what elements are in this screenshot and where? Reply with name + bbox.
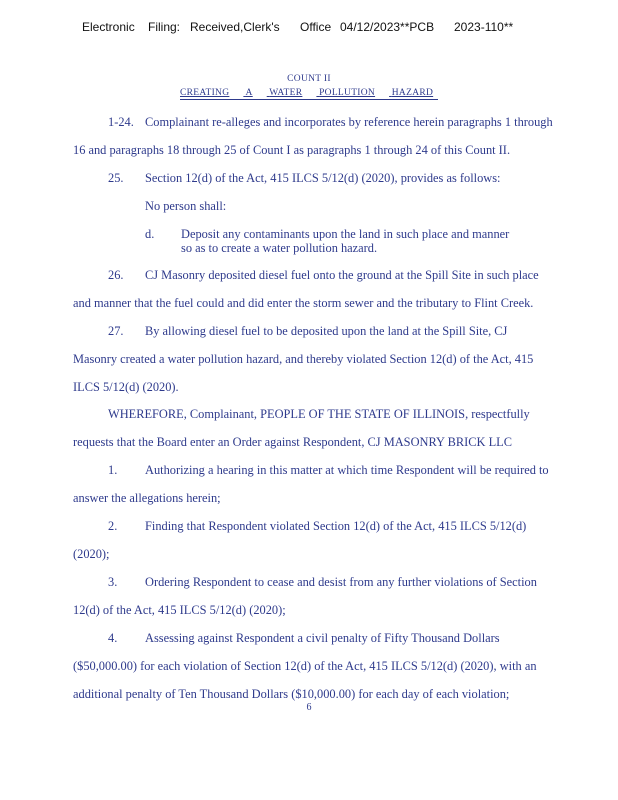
- header-electronic: Electronic: [82, 20, 135, 34]
- body-line: By allowing diesel fuel to be deposited upon the land at the Spill Site, CJ: [145, 324, 508, 338]
- quoted-line: so as to create a water pollution hazard.: [181, 241, 378, 255]
- header-received: Received,Clerk's: [190, 20, 280, 34]
- title-word: WATER: [269, 88, 303, 98]
- item-number: 3.: [108, 575, 118, 589]
- body-line: answer the allegations herein;: [73, 491, 221, 505]
- header-case: 2023-110**: [454, 20, 514, 34]
- body-line: WHEREFORE, Complainant, PEOPLE OF THE STATE OF ILLINOIS, respectfully: [108, 407, 530, 421]
- body-line: Assessing against Respondent a civil penalty of Fifty Thousand Dollars: [145, 631, 500, 645]
- paragraph-number: 27.: [108, 324, 124, 338]
- page-number: 6: [306, 702, 312, 713]
- body-line: requests that the Board enter an Order against Respondent, CJ MASONRY BRICK LLC: [73, 435, 513, 449]
- item-number: 4.: [108, 631, 118, 645]
- count-title: [180, 88, 438, 100]
- body-line: and manner that the fuel could and did enter the storm sewer and the tributary to Flint Creek.: [73, 296, 534, 310]
- body-line: Complainant re-alleges and incorporates by reference herein paragraphs 1 through: [145, 115, 553, 129]
- title-word: A: [245, 88, 253, 98]
- header-date: 04/12/2023**PCB: [340, 20, 435, 34]
- body-line: Masonry created a water pollution hazard, and thereby violated Section 12(d) of the Act, 415: [73, 352, 534, 366]
- body-line: No person shall:: [145, 199, 227, 213]
- subsection-letter: d.: [145, 227, 155, 241]
- count-heading: COUNT II: [287, 74, 331, 84]
- item-number: 2.: [108, 519, 118, 533]
- title-word: HAZARD: [391, 88, 434, 98]
- header-office: Office: [300, 20, 332, 34]
- body-line: Finding that Respondent violated Section 12(d) of the Act, 415 ILCS 5/12(d): [145, 519, 527, 533]
- paragraph-number: 1-24.: [108, 115, 134, 129]
- body-line: Authorizing a hearing in this matter at which time Respondent will be required to: [145, 463, 549, 477]
- title-word: CREATING: [180, 88, 230, 98]
- body-line: additional penalty of Ten Thousand Dollars ($10,000.00) for each day of each violation;: [73, 687, 510, 701]
- item-number: 1.: [108, 463, 118, 477]
- body-line: CJ Masonry deposited diesel fuel onto the ground at the Spill Site in such place: [145, 268, 539, 282]
- quoted-line: Deposit any contaminants upon the land in such place and manner: [181, 227, 510, 241]
- filing-header: [82, 20, 602, 36]
- title-word: POLLUTION: [319, 88, 376, 98]
- body-line: Ordering Respondent to cease and desist from any further violations of Section: [145, 575, 537, 589]
- header-filing: Filing:: [148, 20, 181, 34]
- body-line: ($50,000.00) for each violation of Section 12(d) of the Act, 415 ILCS 5/12(d) (2020), with an: [73, 659, 537, 673]
- body-line: ILCS 5/12(d) (2020).: [73, 380, 179, 394]
- paragraph-number: 25.: [108, 171, 124, 185]
- paragraph-number: 26.: [108, 268, 124, 282]
- body-line: Section 12(d) of the Act, 415 ILCS 5/12(d) (2020), provides as follows:: [145, 171, 501, 185]
- body-line: (2020);: [73, 547, 110, 561]
- body-line: 12(d) of the Act, 415 ILCS 5/12(d) (2020);: [73, 603, 286, 617]
- body-line: 16 and paragraphs 18 through 25 of Count I as paragraphs 1 through 24 of this Count II.: [73, 143, 511, 157]
